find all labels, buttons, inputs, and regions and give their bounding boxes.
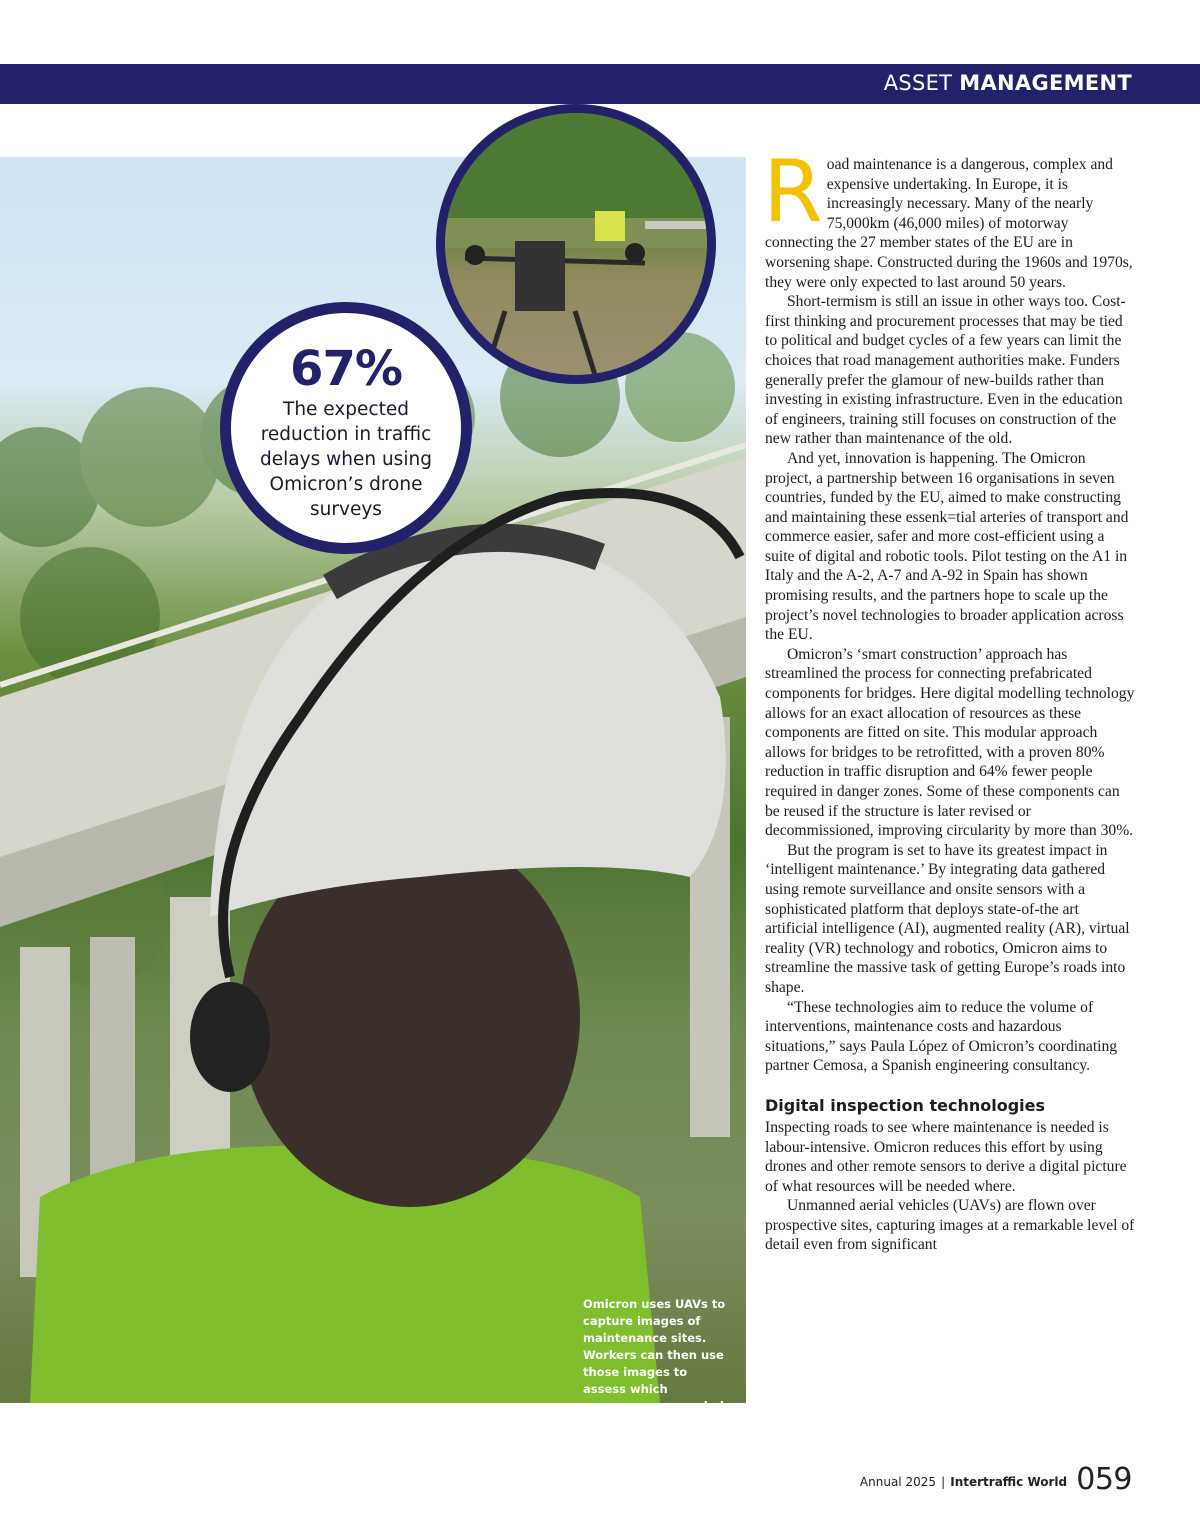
- section-label-light: ASSET: [883, 71, 953, 95]
- page-footer: [860, 1462, 1132, 1497]
- article-body: [763, 142, 1135, 1255]
- article-paragraph: Unmanned aerial vehicles (UAVs) are flown over prospective sites, capturing images at a remarkable level of detail even from significant: [765, 1197, 1135, 1254]
- article-paragraph: Short-termism is still an issue in other ways too. Cost-first thinking and procurement processes that may be tied to political and budget cycles of a few years can limit the choices that road management authorities make. Funders generally prefer the glamour of new-builds rather than investing in existing infrastructure. Even in the education of engineers, training still focuses on construction of the new rather than maintenance of the old.: [765, 293, 1126, 448]
- paragraph-text: oad maintenance is a dangerous, complex and expensive undertaking. In Europe, it is increasingly necessary. Many of the nearly 75,000km (46,000 miles) of motorway connecting the 27 member states of the EU are in worsening shape. Constructed during the 1960s and 1970s, they were only expected to last around 50 years.: [765, 156, 1133, 291]
- inset-hillside: [445, 113, 707, 223]
- stat-value: 67%: [290, 341, 402, 397]
- article-paragraph: And yet, innovation is happening. The Omicron project, a partnership between 16 organisations in seven countries, funded by the EU, aimed to make constructing and maintaining these essenk=tial arteries of transport and commerce easier, safer and more cost-efficient using a suite of digital and robotic tools. Pilot testing on the A1 in Italy and the A-2, A-7 and A-92 in Spain has shown promising results, and the partners hope to scale up the project’s novel technologies to broader application across the EU.: [765, 449, 1129, 644]
- section-label-bold: MANAGEMENT: [959, 71, 1132, 95]
- page-number: 059: [1076, 1462, 1132, 1497]
- drone-inset-photo: [436, 104, 716, 384]
- footer-issue: Annual 2025: [859, 1475, 936, 1489]
- headset-earpiece: [190, 982, 270, 1092]
- drone-leg: [485, 311, 505, 375]
- photo-caption: Omicron uses UAVs to capture images of maintenance sites. Workers can then use those images to assess which resources are needed: [583, 1297, 726, 1413]
- article-paragraph: [763, 142, 1135, 292]
- article-paragraph: But the program is set to have its greatest impact in ‘intelligent maintenance.’ By integrating data gathered using remote surveillance and onsite sensors with a sophisticated platform that deploys state-of-the art artificial intelligence (AI), augmented reality (AR), virtual reality (VR) technology and robotics, Omicron aims to streamline the massive task of getting Europe’s roads into shape.: [765, 841, 1130, 996]
- footer-separator: |: [941, 1475, 946, 1489]
- stat-description: The expected reduction in traffic delays when using Omicron’s drone surveys: [260, 399, 432, 520]
- footer-publication: Intertraffic World: [950, 1475, 1068, 1489]
- section-header-bar: [0, 64, 1200, 104]
- article-paragraph: Inspecting roads to see where maintenance is needed is labour-intensive. Omicron reduces this effort by using drones and other remote sensors to derive a digital picture of what resources will be needed where.: [765, 1118, 1127, 1195]
- article-paragraph: “These technologies aim to reduce the volume of interventions, maintenance costs and hazardous situations,” says Paula López of Omicron’s coordinating partner Cemosa, a Spanish engineering consultancy.: [765, 998, 1118, 1075]
- drone-leg: [575, 311, 595, 375]
- drone-rotor: [465, 245, 485, 265]
- article-subheading: Digital inspection technologies: [765, 1095, 1046, 1115]
- section-label: [884, 71, 1132, 95]
- drone-rotor: [625, 243, 645, 263]
- drone-body: [515, 241, 565, 311]
- inset-road: [645, 221, 707, 229]
- inset-workers: [595, 211, 625, 241]
- stat-callout: [220, 302, 472, 554]
- article-paragraph: Omicron’s ‘smart construction’ approach has streamlined the process for connecting prefabricated components for bridges. Here digital modelling technology allows for an exact allocation of resources as these components are fitted on site. This modular approach allows for bridges to be retrofitted, with a proven 80% reduction in traffic disruption and 64% fewer people required in danger zones. Some of these components can be reused if the structure is later revised or decommissioned, improving circularity by more than 30%.: [765, 645, 1135, 840]
- drone-illustration: [445, 113, 707, 375]
- drop-cap: R: [763, 142, 823, 242]
